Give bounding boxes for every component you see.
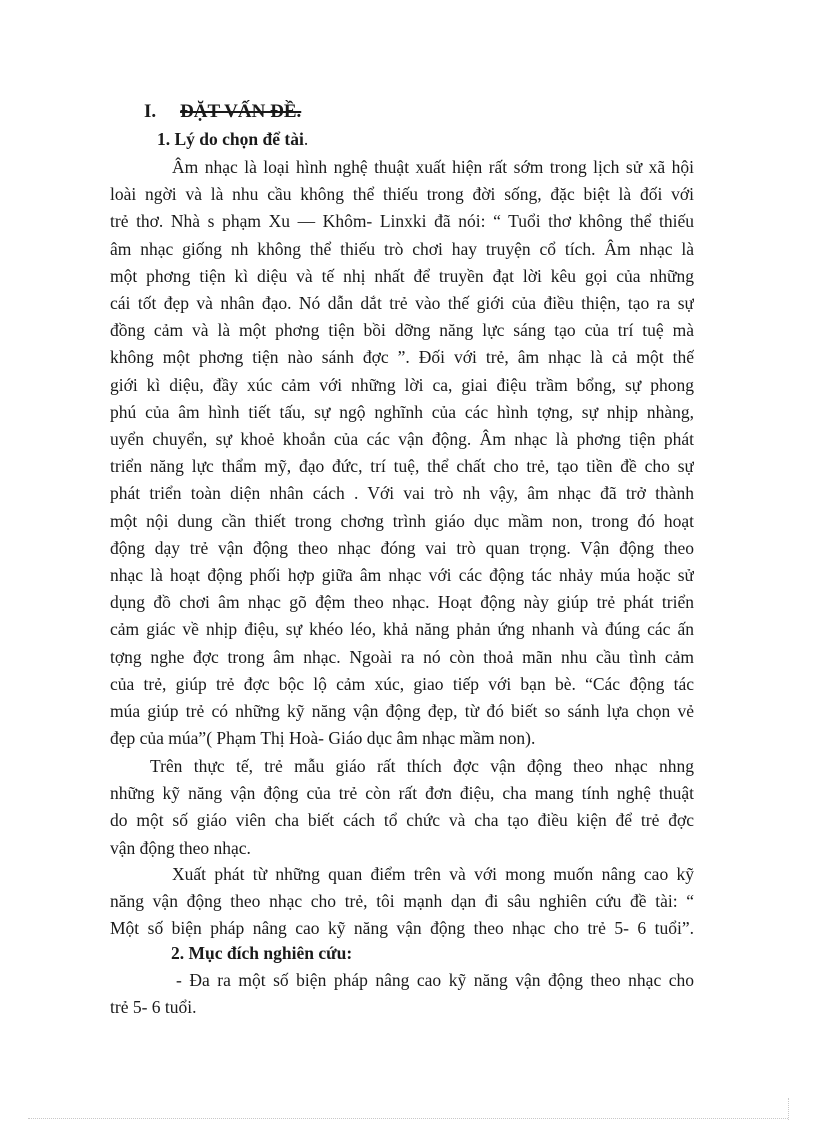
- heading-main: [144, 100, 444, 124]
- section-1-title-period: .: [303, 129, 309, 149]
- section-1-title: Lý do chọn để tài: [174, 129, 304, 149]
- text-line: đồng cảm và là một phơng tiện bồi dỡng năng lực sáng tạo của trí tuệ mà: [110, 320, 694, 341]
- section-2-title: Mục đích nghiên cứu:: [188, 943, 353, 963]
- text-line: giới kì diệu, đầy xúc cảm với những lời ca, giai điệu trầm bổng, sự phong: [110, 374, 694, 395]
- page-border-bottom: [28, 1118, 788, 1119]
- text-line: không một phơng tiện nào sánh đợc ”. Đối với trẻ, âm nhạc là cả một thế: [110, 347, 694, 368]
- text-line: một phơng tiện kì diệu và tế nhị nhất để truyền đạt lời kêu gọi của những: [110, 265, 694, 286]
- text-line: tợng nghe đợc trong âm nhạc. Ngoài ra nó còn thoả mãn nhu cầu tình cảm: [110, 646, 694, 667]
- text-line: triển năng lực thẩm mỹ, đạo đức, trí tuệ, thể chất cho trẻ, tạo tiền đề cho sự: [110, 456, 694, 477]
- text-line: nhạc là hoạt động phối hợp giữa âm nhạc với các động tác nhảy múa hoặc sử: [110, 565, 694, 585]
- text-line: múa giúp trẻ có những kỹ năng vận động đẹp, từ đó biết so sánh lựa chọn vẻ: [110, 701, 694, 721]
- text-line: - Đa ra một số biện pháp nâng cao kỹ năng vận động theo nhạc cho: [176, 970, 694, 990]
- text-line: động dạy trẻ vận động theo nhạc đóng vai trò quan trọng. Vận động theo: [110, 537, 694, 558]
- text-line: loài ngời và là nhu cầu không thể thiếu trong đời sống, đặc biệt là đối với: [110, 184, 694, 205]
- section-1-heading: [157, 127, 457, 151]
- section-2-number: 2.: [171, 943, 185, 963]
- text-line: do một số giáo viên cha biết cách tổ chức và cha tạo điều kiện để trẻ đợc: [110, 810, 694, 831]
- text-line: Xuất phát từ những quan điểm trên và với mong muốn nâng cao kỹ: [172, 864, 694, 884]
- text-line: phú của âm hình tiết tấu, sự ngộ nghĩnh của các hình tợng, sự nhịp nhàng,: [110, 401, 694, 422]
- text-line: năng vận động theo nhạc cho trẻ, tôi mạnh dạn đi sâu nghiên cứu đề tài: “: [110, 891, 694, 912]
- text-line: một nội dung cần thiết trong chơng trình giáo dục mầm non, trong đó hoạt: [110, 510, 694, 531]
- text-line: Âm nhạc là loại hình nghệ thuật xuất hiện rất sớm trong lịch sử xã hội: [172, 157, 694, 177]
- text-line: vận động theo nhạc.: [110, 837, 251, 858]
- text-line: Một số biện pháp nâng cao kỹ năng vận động theo nhạc cho trẻ 5- 6 tuổi”.: [110, 918, 694, 939]
- text-line: cảm giác về nhịp điệu, sự khéo léo, khả năng phản ứng nhanh và đúng các ấn: [110, 619, 694, 640]
- section-1-number: 1.: [157, 129, 171, 149]
- text-line: uyển chuyển, sự khoẻ khoắn của các vận động. Âm nhạc là phơng tiện phát: [110, 429, 694, 449]
- text-line: đẹp của múa”( Phạm Thị Hoà- Giáo dục âm nhạc mầm non).: [110, 728, 536, 749]
- text-line: Trên thực tế, trẻ mẫu giáo rất thích đợc vận động theo nhạc nhng: [150, 756, 694, 776]
- section-2-heading: [171, 941, 471, 965]
- text-line: âm nhạc giống nh không thể thiếu trò chơi hay truyện cổ tích. Âm nhạc là: [110, 238, 694, 259]
- text-line: cái tốt đẹp và nhân đạo. Nó dẫn dắt trẻ vào thế giới của điều thiện, tạo ra sự: [110, 293, 694, 313]
- text-line: trẻ thơ. Nhà s phạm Xu — Khôm- Linxki đã nói: “ Tuổi thơ không thể thiếu: [110, 211, 694, 232]
- text-line: những kỹ năng vận động của trẻ còn rất đơn điệu, cha mang tính nghệ thuật: [110, 783, 694, 804]
- text-line: dụng đồ chơi âm nhạc gõ đệm theo nhạc. Hoạt động này giúp trẻ phát triển: [110, 592, 694, 613]
- heading-number: I.: [144, 101, 157, 122]
- page-border-right: [788, 1098, 789, 1120]
- text-line: trẻ 5- 6 tuổi.: [110, 997, 197, 1018]
- heading-title: ĐẶT VẤN ĐỀ.: [180, 101, 302, 122]
- text-line: của trẻ, giúp trẻ đợc bộc lộ cảm xúc, giao tiếp với bạn bè. “Các động tác: [110, 673, 694, 694]
- text-line: phát triển toàn diện nhân cách . Với vai trò nh vậy, âm nhạc đã trở thành: [110, 483, 694, 504]
